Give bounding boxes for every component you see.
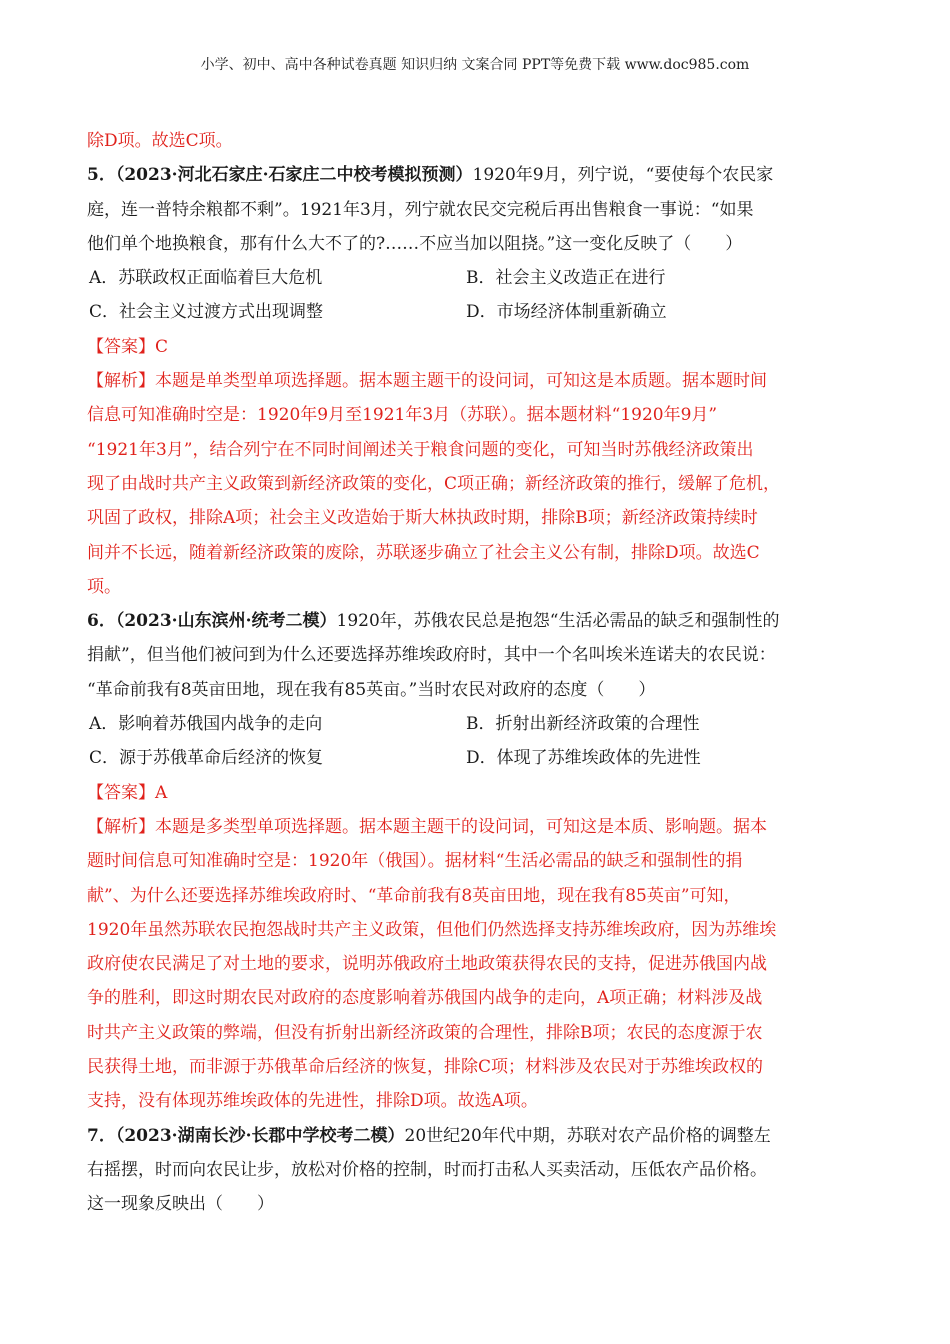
question-number: 5．	[87, 165, 116, 186]
question-stem: 右摇摆，时而向农民让步，放松对价格的控制，时而打击私人买卖活动，压低农产品价格。	[87, 1159, 767, 1180]
analysis-line: 民获得土地，而非源于苏俄革命后经济的恢复，排除C项；材料涉及农民对于苏维埃政权的	[87, 1057, 764, 1078]
question-stem: 1920年9月，列宁说，“要使每个农民家	[472, 165, 774, 186]
answer: 【答案】C	[87, 336, 169, 357]
question-6	[87, 604, 877, 1118]
option-a: A．影响着苏俄国内战争的走向	[89, 714, 323, 735]
question-stem: 捐献”，但当他们被问到为什么还要选择苏维埃政府时，其中一个名叫埃米连诺夫的农民说：	[87, 645, 776, 666]
answer: 【答案】A	[87, 782, 168, 803]
analysis-line: 间并不长远，随着新经济政策的废除，苏联逐步确立了社会主义公有制，排除D项。故选C	[87, 542, 760, 563]
analysis-line: 信息可知准确时空是：1920年9月至1921年3月（苏联）。据本题材料“1920年9月”	[87, 405, 718, 426]
question-stem: 庭，连一普特余粮都不剩”。1921年3月，列宁就农民交完税后再出售粮食一事说：“如果	[87, 199, 754, 220]
option-c: C．社会主义过渡方式出现调整	[89, 302, 324, 323]
question-source: （2023·湖南长沙·长郡中学校考二模）	[115, 1125, 405, 1146]
question-stem: 20世纪20年代中期，苏联对农产品价格的调整左	[404, 1125, 771, 1146]
question-source: （2023·山东滨州·统考二模）	[115, 611, 337, 632]
question-source: （2023·河北石家庄·石家庄二中校考模拟预测）	[115, 165, 473, 186]
analysis	[87, 810, 877, 1119]
option-a: A．苏联政权正面临着巨大危机	[89, 268, 323, 289]
analysis-line: 项。	[87, 576, 121, 597]
question-number: 7．	[87, 1125, 116, 1146]
question-number: 6．	[87, 611, 116, 632]
analysis-line: 政府使农民满足了对土地的要求，说明苏俄政府土地政策获得农民的支持，促进苏俄国内战	[87, 954, 767, 975]
analysis-line: 争的胜利，即这时期农民对政府的态度影响着苏俄国内战争的走向，A项正确；材料涉及战	[87, 988, 763, 1009]
question-5	[87, 158, 877, 604]
option-d: D．市场经济体制重新确立	[466, 302, 667, 323]
question-stem: 1920年，苏俄农民总是抱怨“生活必需品的缺乏和强制性的	[336, 611, 780, 632]
previous-analysis-tail: 除D项。故选C项。	[87, 131, 233, 151]
option-b: B．社会主义改造正在进行	[466, 268, 666, 289]
analysis-line: 巩固了政权，排除A项；社会主义改造始于斯大林执政时期，排除B项；新经济政策持续时	[87, 508, 758, 529]
question-stem: “革命前我有8英亩田地，现在我有85英亩。”当时农民对政府的态度（ ）	[87, 679, 656, 700]
analysis-line: “1921年3月”，结合列宁在不同时间阐述关于粮食问题的变化，可知当时苏俄经济政策出	[87, 439, 754, 460]
option-d: D．体现了苏维埃政体的先进性	[466, 748, 701, 769]
question-7	[87, 1119, 877, 1222]
page-header: 小学、初中、高中各种试卷真题 知识归纳 文案合同 PPT等免费下载 www.doc985.com	[200, 57, 750, 73]
analysis-line: 【解析】本题是单类型单项选择题。据本题主题干的设问词，可知这是本质题。据本题时间	[87, 371, 767, 392]
option-b: B．折射出新经济政策的合理性	[466, 714, 700, 735]
option-c: C．源于苏俄革命后经济的恢复	[89, 748, 324, 769]
analysis-line: 献”、为什么还要选择苏维埃政府时、“革命前我有8英亩田地，现在我有85英亩”可知，	[87, 885, 741, 906]
analysis	[87, 364, 877, 604]
analysis-line: 支持，没有体现苏维埃政体的先进性，排除D项。故选A项。	[87, 1091, 538, 1112]
analysis-line: 现了由战时共产主义政策到新经济政策的变化，C项正确；新经济政策的推行，缓解了危机，	[87, 473, 781, 494]
analysis-line: 1920年虽然苏联农民抱怨战时共产主义政策，但他们仍然选择支持苏维埃政府，因为苏维埃	[87, 919, 777, 940]
question-stem: 他们单个地换粮食，那有什么大不了的?……不应当加以阻挠。”这一变化反映了（ ）	[87, 233, 743, 254]
analysis-line: 题时间信息可知准确时空是：1920年（俄国）。据材料“生活必需品的缺乏和强制性的捐	[87, 851, 743, 872]
analysis-line: 【解析】本题是多类型单项选择题。据本题主题干的设问词，可知这是本质、影响题。据本	[87, 816, 767, 837]
question-stem: 这一现象反映出（ ）	[87, 1194, 274, 1215]
analysis-line: 时共产主义政策的弊端，但没有折射出新经济政策的合理性，排除B项；农民的态度源于农	[87, 1022, 763, 1043]
document-body	[87, 124, 877, 1222]
